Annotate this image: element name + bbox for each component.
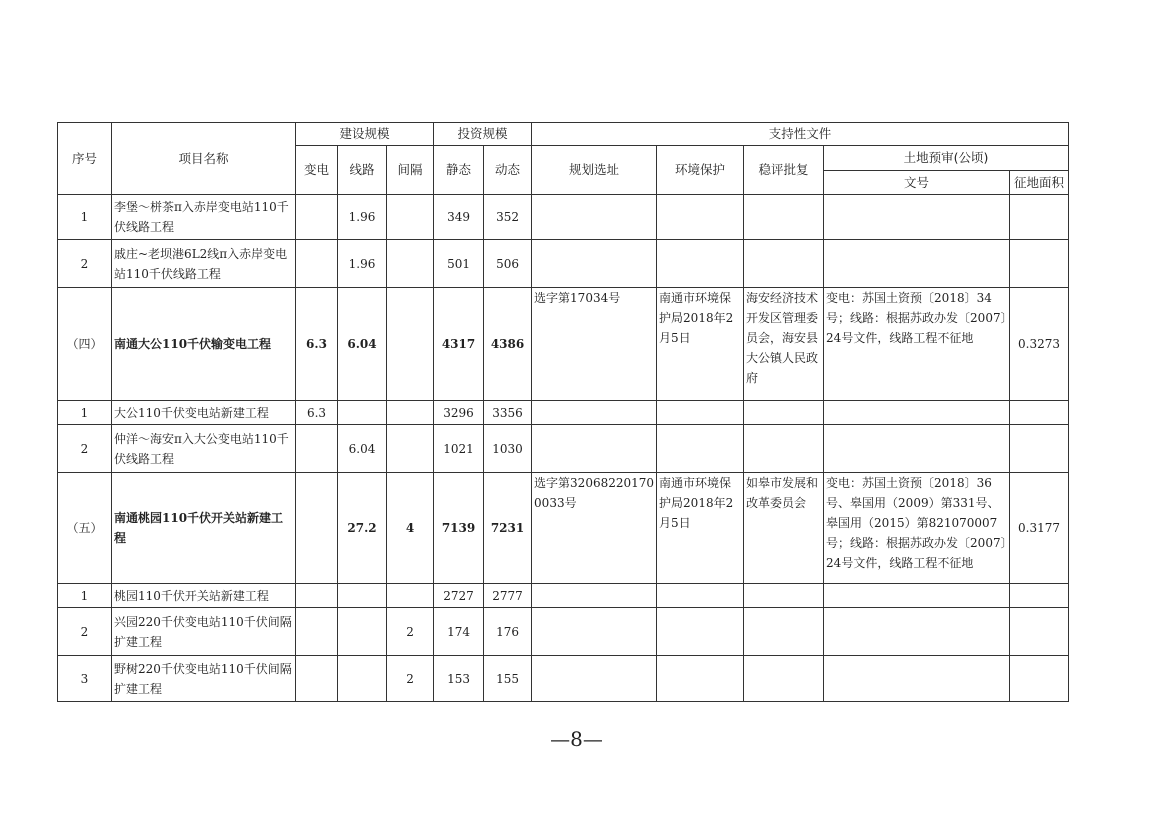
row-doc-no bbox=[824, 195, 1010, 240]
row-name: 仲洋～海安π入大公变电站110千伏线路工程 bbox=[112, 425, 296, 473]
row-land-area bbox=[1010, 656, 1069, 702]
table-row bbox=[58, 195, 1069, 240]
row-doc-no bbox=[824, 656, 1010, 702]
header-dynamic: 动态 bbox=[484, 146, 532, 195]
header-build-scale: 建设规模 bbox=[296, 123, 434, 146]
row-seq: （四） bbox=[58, 288, 112, 401]
row-planning bbox=[532, 240, 657, 288]
header-bay: 间隔 bbox=[387, 146, 434, 195]
row-dynamic: 506 bbox=[484, 240, 532, 288]
row-planning: 选字第17034号 bbox=[532, 288, 657, 401]
row-name: 南通桃园110千伏开关站新建工程 bbox=[112, 473, 296, 584]
row-static: 2727 bbox=[434, 584, 484, 608]
row-bay bbox=[387, 425, 434, 473]
row-env bbox=[657, 401, 744, 425]
row-static: 7139 bbox=[434, 473, 484, 584]
row-static: 1021 bbox=[434, 425, 484, 473]
row-bay bbox=[387, 240, 434, 288]
row-substation: 6.3 bbox=[296, 401, 338, 425]
row-line: 1.96 bbox=[338, 195, 387, 240]
table-row bbox=[58, 656, 1069, 702]
row-line bbox=[338, 584, 387, 608]
row-env: 南通市环境保护局2018年2月5日 bbox=[657, 473, 744, 584]
row-bay: 2 bbox=[387, 656, 434, 702]
table-row bbox=[58, 240, 1069, 288]
row-seq: 1 bbox=[58, 584, 112, 608]
table-row bbox=[58, 425, 1069, 473]
row-name: 戚庄~老坝港6L2线π入赤岸变电站110千伏线路工程 bbox=[112, 240, 296, 288]
row-substation bbox=[296, 656, 338, 702]
row-dynamic: 4386 bbox=[484, 288, 532, 401]
row-stability: 海安经济技术开发区管理委员会，海安县大公镇人民政府 bbox=[744, 288, 824, 401]
row-land-area bbox=[1010, 195, 1069, 240]
row-line bbox=[338, 656, 387, 702]
header-line: 线路 bbox=[338, 146, 387, 195]
header-doc-no: 文号 bbox=[824, 171, 1010, 195]
row-seq: 2 bbox=[58, 425, 112, 473]
row-dynamic: 3356 bbox=[484, 401, 532, 425]
row-land-area bbox=[1010, 425, 1069, 473]
row-stability bbox=[744, 656, 824, 702]
row-seq: 2 bbox=[58, 240, 112, 288]
row-land-area: 0.3177 bbox=[1010, 473, 1069, 584]
row-env bbox=[657, 608, 744, 656]
row-name: 兴园220千伏变电站110千伏间隔扩建工程 bbox=[112, 608, 296, 656]
row-substation bbox=[296, 473, 338, 584]
row-substation bbox=[296, 608, 338, 656]
row-dynamic: 155 bbox=[484, 656, 532, 702]
row-static: 174 bbox=[434, 608, 484, 656]
row-doc-no: 变电：苏国土资预〔2018〕36号、皋国用（2009）第331号、皋国用（2015）第821070007号；线路：根据苏政办发〔2007〕24号文件，线路工程不征地 bbox=[824, 473, 1010, 584]
row-bay: 4 bbox=[387, 473, 434, 584]
table-row bbox=[58, 584, 1069, 608]
header-support-docs: 支持性文件 bbox=[532, 123, 1069, 146]
row-doc-no bbox=[824, 425, 1010, 473]
row-line bbox=[338, 401, 387, 425]
row-land-area bbox=[1010, 584, 1069, 608]
row-dynamic: 176 bbox=[484, 608, 532, 656]
row-doc-no bbox=[824, 240, 1010, 288]
header-invest-scale: 投资规模 bbox=[434, 123, 532, 146]
row-doc-no: 变电：苏国土资预〔2018〕34号；线路：根据苏政办发〔2007〕24号文件，线路工程不征地 bbox=[824, 288, 1010, 401]
row-dynamic: 7231 bbox=[484, 473, 532, 584]
row-env bbox=[657, 195, 744, 240]
row-name: 大公110千伏变电站新建工程 bbox=[112, 401, 296, 425]
header-land: 土地预审(公顷) bbox=[824, 146, 1069, 171]
row-doc-no bbox=[824, 608, 1010, 656]
table-row bbox=[58, 288, 1069, 401]
row-line: 6.04 bbox=[338, 288, 387, 401]
row-line: 6.04 bbox=[338, 425, 387, 473]
row-bay bbox=[387, 584, 434, 608]
row-line: 1.96 bbox=[338, 240, 387, 288]
row-stability bbox=[744, 195, 824, 240]
header-name: 项目名称 bbox=[112, 123, 296, 195]
row-seq: 3 bbox=[58, 656, 112, 702]
header-env: 环境保护 bbox=[657, 146, 744, 195]
row-dynamic: 2777 bbox=[484, 584, 532, 608]
row-planning bbox=[532, 401, 657, 425]
row-seq: 1 bbox=[58, 195, 112, 240]
row-bay: 2 bbox=[387, 608, 434, 656]
header-stability: 稳评批复 bbox=[744, 146, 824, 195]
header-static: 静态 bbox=[434, 146, 484, 195]
row-line: 27.2 bbox=[338, 473, 387, 584]
table-row bbox=[58, 401, 1069, 425]
row-line bbox=[338, 608, 387, 656]
row-env bbox=[657, 240, 744, 288]
row-planning bbox=[532, 425, 657, 473]
row-land-area bbox=[1010, 240, 1069, 288]
row-substation bbox=[296, 240, 338, 288]
row-name: 桃园110千伏开关站新建工程 bbox=[112, 584, 296, 608]
row-substation bbox=[296, 425, 338, 473]
row-doc-no bbox=[824, 584, 1010, 608]
row-static: 153 bbox=[434, 656, 484, 702]
page-number: —8— bbox=[550, 727, 603, 751]
row-substation: 6.3 bbox=[296, 288, 338, 401]
row-land-area: 0.3273 bbox=[1010, 288, 1069, 401]
row-stability bbox=[744, 240, 824, 288]
row-land-area bbox=[1010, 401, 1069, 425]
row-stability bbox=[744, 608, 824, 656]
row-seq: （五） bbox=[58, 473, 112, 584]
row-name: 野树220千伏变电站110千伏间隔扩建工程 bbox=[112, 656, 296, 702]
row-static: 3296 bbox=[434, 401, 484, 425]
row-bay bbox=[387, 401, 434, 425]
row-stability: 如皋市发展和改革委员会 bbox=[744, 473, 824, 584]
row-planning: 选字第320682201700033号 bbox=[532, 473, 657, 584]
header-planning: 规划选址 bbox=[532, 146, 657, 195]
row-env bbox=[657, 584, 744, 608]
row-name: 南通大公110千伏输变电工程 bbox=[112, 288, 296, 401]
row-seq: 1 bbox=[58, 401, 112, 425]
table-row bbox=[58, 608, 1069, 656]
row-planning bbox=[532, 584, 657, 608]
row-bay bbox=[387, 288, 434, 401]
row-env bbox=[657, 425, 744, 473]
row-doc-no bbox=[824, 401, 1010, 425]
row-planning bbox=[532, 608, 657, 656]
header-seq: 序号 bbox=[58, 123, 112, 195]
header-land-area: 征地面积 bbox=[1010, 171, 1069, 195]
row-env bbox=[657, 656, 744, 702]
row-static: 349 bbox=[434, 195, 484, 240]
row-stability bbox=[744, 584, 824, 608]
table-row bbox=[58, 473, 1069, 584]
row-name: 李堡～栟茶π入赤岸变电站110千伏线路工程 bbox=[112, 195, 296, 240]
row-stability bbox=[744, 425, 824, 473]
row-substation bbox=[296, 195, 338, 240]
project-table bbox=[57, 122, 1069, 702]
header-substation: 变电 bbox=[296, 146, 338, 195]
row-static: 4317 bbox=[434, 288, 484, 401]
row-land-area bbox=[1010, 608, 1069, 656]
row-bay bbox=[387, 195, 434, 240]
row-static: 501 bbox=[434, 240, 484, 288]
row-dynamic: 352 bbox=[484, 195, 532, 240]
row-seq: 2 bbox=[58, 608, 112, 656]
row-planning bbox=[532, 195, 657, 240]
row-planning bbox=[532, 656, 657, 702]
row-env: 南通市环境保护局2018年2月5日 bbox=[657, 288, 744, 401]
row-stability bbox=[744, 401, 824, 425]
row-dynamic: 1030 bbox=[484, 425, 532, 473]
row-substation bbox=[296, 584, 338, 608]
